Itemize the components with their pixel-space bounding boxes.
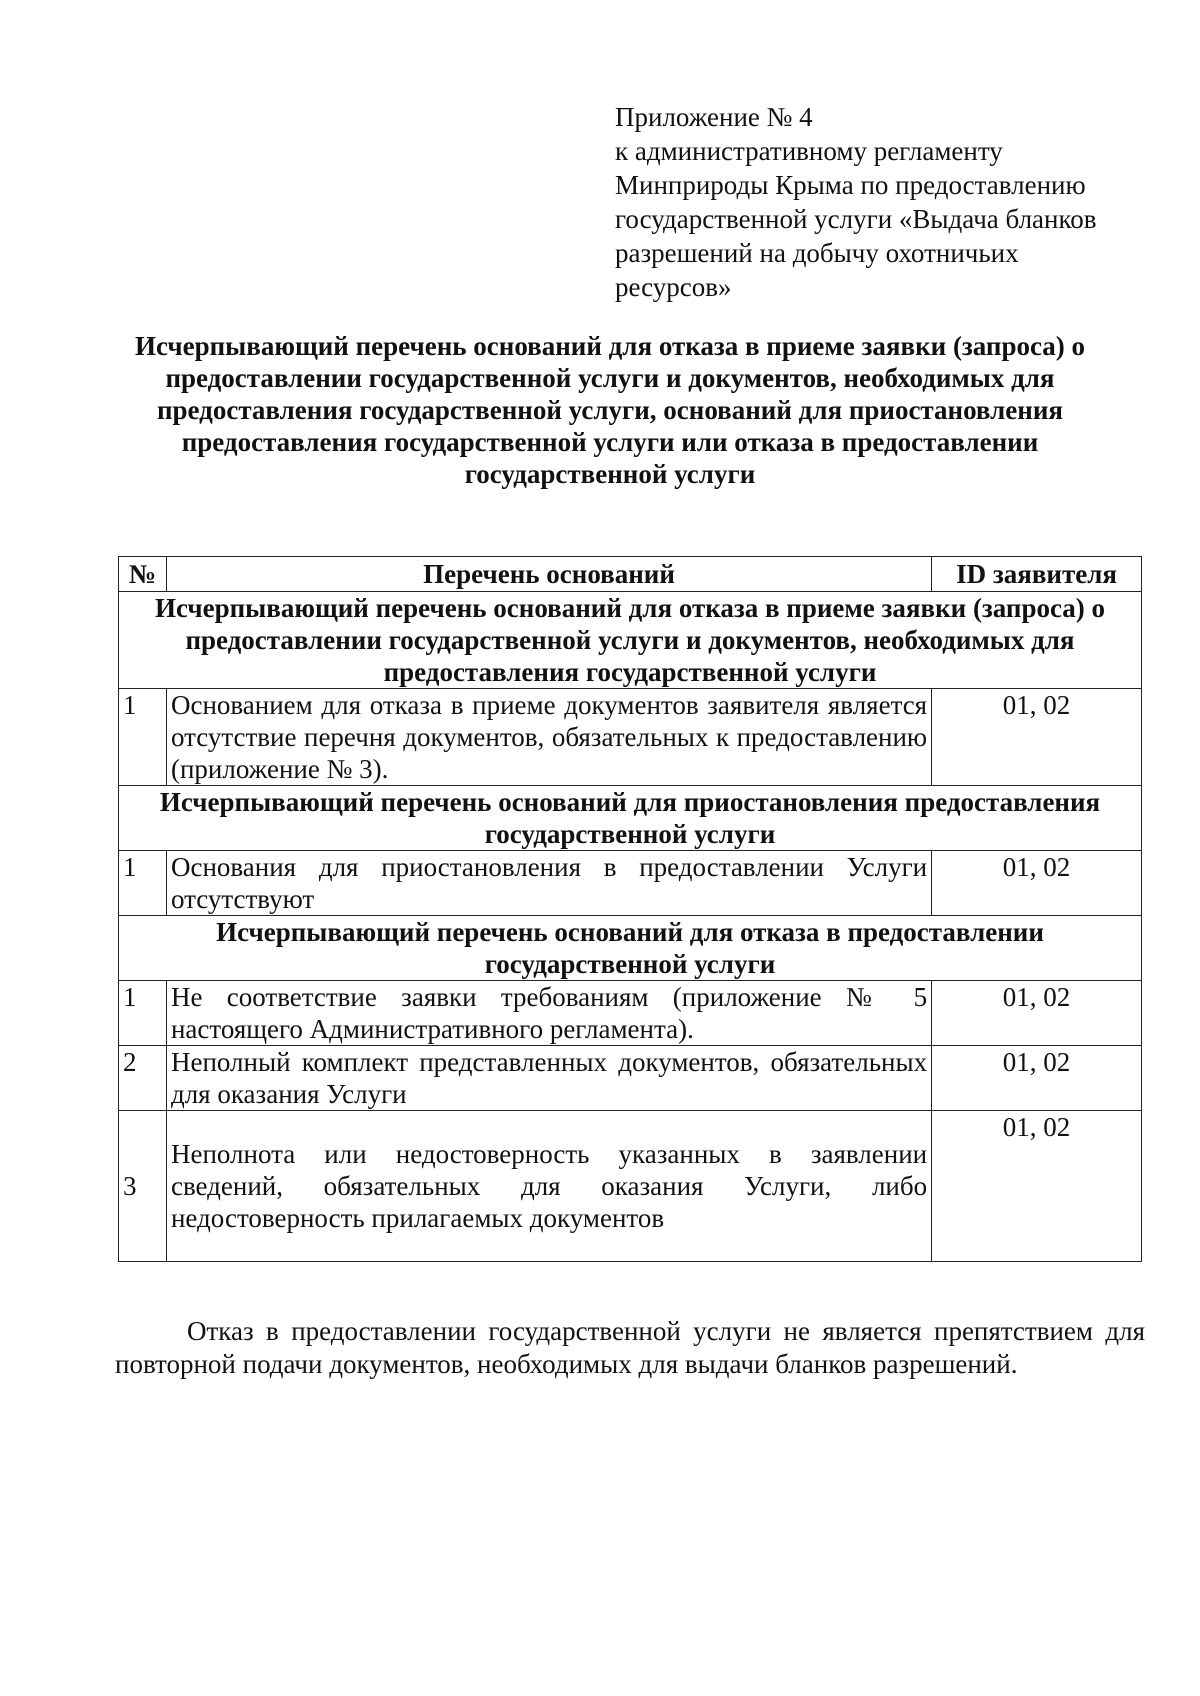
- section-heading-line: Исчерпывающий перечень оснований для отказа в предоставлении: [216, 917, 1044, 947]
- row-applicant-id: 01, 02: [932, 1046, 1142, 1111]
- table-header-row: [119, 557, 1142, 592]
- row-applicant-id: 01, 02: [932, 981, 1142, 1046]
- title-line: предоставления государственной услуги или отказа в предоставлении: [181, 427, 1039, 457]
- row-reason: Основанием для отказа в приеме документов заявителя является отсутствие перечня документов, обязательных к предоставлению (приложение № 3).: [166, 689, 931, 786]
- title-line: государственной услуги: [464, 459, 756, 489]
- appendix-line: ресурсов»: [615, 272, 732, 302]
- header-reasons: Перечень оснований: [166, 557, 931, 592]
- section-heading-line: государственной услуги: [484, 819, 776, 849]
- appendix-reference: [615, 100, 1135, 304]
- title-line: предоставления государственной услуги, оснований для приостановления: [156, 395, 1063, 425]
- section-heading-refusal-service: [119, 916, 1142, 981]
- table-row: [119, 981, 1142, 1046]
- document-title: [110, 330, 1110, 490]
- section-heading-suspension: [119, 786, 1142, 851]
- section-heading-line: предоставления государственной услуги: [383, 657, 877, 687]
- row-reason: Основания для приостановления в предоставлении Услуги отсутствуют: [166, 851, 931, 916]
- table-row: [119, 1046, 1142, 1111]
- section-heading-line: Исчерпывающий перечень оснований для приостановления предоставления: [159, 787, 1101, 817]
- table-row: [119, 689, 1142, 786]
- section-heading-line: предоставлении государственной услуги и документов, необходимых для: [185, 625, 1075, 655]
- section-heading-refusal-acceptance: [119, 592, 1142, 689]
- row-reason: Неполнота или недостоверность указанных в заявлении сведений, обязательных для оказания Услуги, либо недостоверность прилагаемых документов: [166, 1111, 931, 1262]
- row-reason: Неполный комплект представленных документов, обязательных для оказания Услуги: [166, 1046, 931, 1111]
- table-row: [119, 1111, 1142, 1262]
- row-applicant-id: 01, 02: [932, 851, 1142, 916]
- section-heading-line: Исчерпывающий перечень оснований для отказа в приеме заявки (запроса) о: [154, 593, 1106, 623]
- closing-paragraph: Отказ в предоставлении государственной услуги не является препятствием для повторной подачи документов, необходимых для выдачи бланков разрешений.: [115, 1316, 1145, 1379]
- section-heading-row: [119, 592, 1142, 689]
- appendix-line: государственной услуги «Выдача бланков: [615, 204, 1097, 234]
- row-number: 3: [119, 1111, 167, 1262]
- appendix-line: Приложение № 4: [615, 102, 813, 132]
- title-line: Исчерпывающий перечень оснований для отказа в приеме заявки (запроса) о: [134, 331, 1086, 361]
- row-applicant-id: 01, 02: [932, 689, 1142, 786]
- section-heading-row: [119, 916, 1142, 981]
- section-heading-row: [119, 786, 1142, 851]
- table-row: [119, 851, 1142, 916]
- row-number: 1: [119, 981, 167, 1046]
- header-id: ID заявителя: [932, 557, 1142, 592]
- row-reason: Не соответствие заявки требованиям (приложение № 5 настоящего Административного регламента).: [166, 981, 931, 1046]
- appendix-line: разрешений на добычу охотничьих: [615, 238, 1019, 268]
- appendix-line: Минприроды Крыма по предоставлению: [615, 170, 1086, 200]
- row-number: 1: [119, 851, 167, 916]
- row-applicant-id: 01, 02: [932, 1111, 1142, 1262]
- title-line: предоставлении государственной услуги и документов, необходимых для: [165, 363, 1055, 393]
- appendix-line: к административному регламенту: [615, 136, 1003, 166]
- header-num: №: [119, 557, 167, 592]
- section-heading-line: государственной услуги: [484, 949, 776, 979]
- row-number: 1: [119, 689, 167, 786]
- row-number: 2: [119, 1046, 167, 1111]
- grounds-table: [118, 556, 1142, 1262]
